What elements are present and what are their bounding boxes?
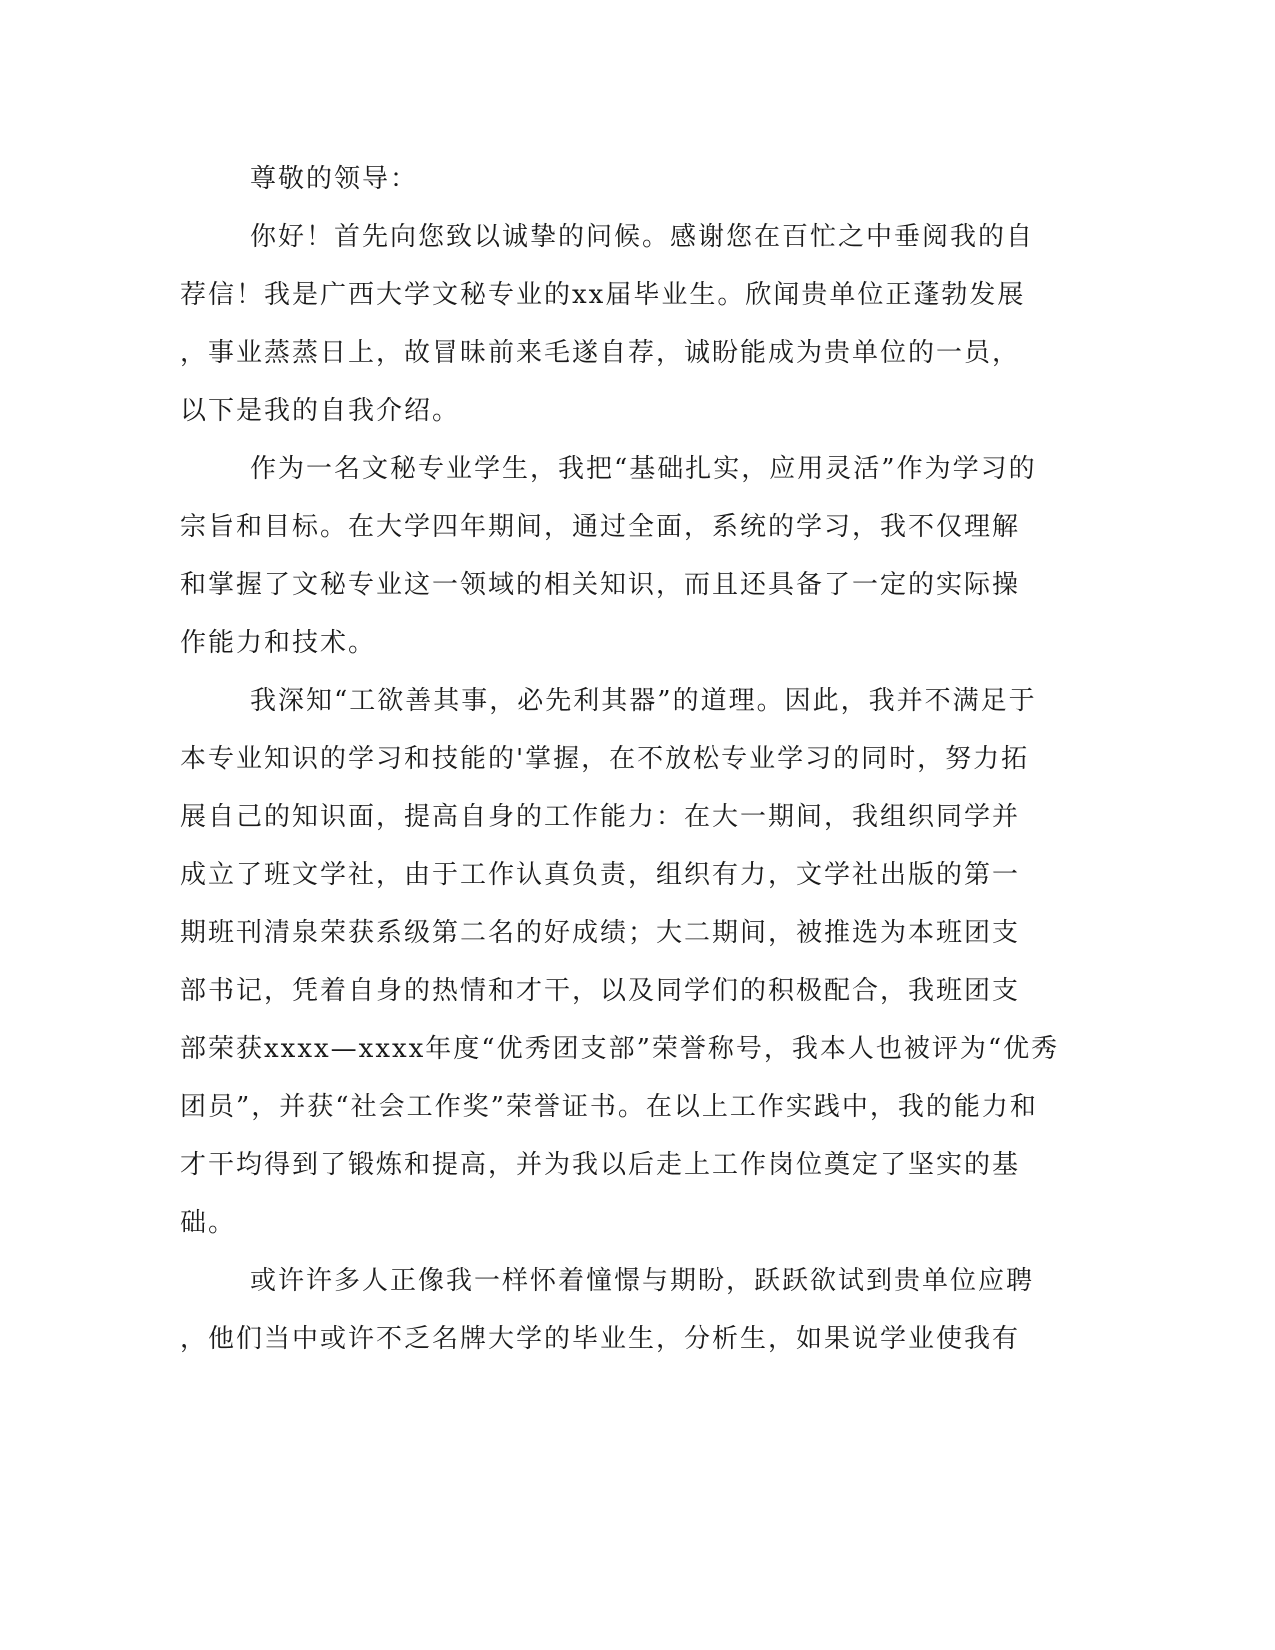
salutation: 尊敬的领导： [250,164,419,194]
paragraph-line: ，他们当中或许不乏名牌大学的毕业生，分析生，如果说学业使我有 [180,1324,1021,1354]
paragraph-line: 作为一名文秘专业学生，我把“基础扎实，应用灵活”作为学习的 [250,454,1037,484]
paragraph-line: 你好！首先向您致以诚挚的问候。感谢您在百忙之中垂阅我的自 [250,222,1035,252]
paragraph-line: 以下是我的自我介绍。 [180,396,461,426]
paragraph-line: 才干均得到了锻炼和提高，并为我以后走上工作岗位奠定了坚实的基 [180,1150,1021,1180]
paragraph-activities [180,672,1060,1252]
paragraph-line: 荐信！我是广西大学文秘专业的xx届毕业生。欣闻贵单位正蓬勃发展 [180,280,1026,310]
paragraph-line: 我深知“工欲善其事，必先利其器”的道理。因此，我并不满足于 [250,686,1037,716]
paragraph-line: 本专业知识的学习和技能的'掌握，在不放松专业学习的同时，努力拓 [180,744,1030,774]
paragraph-greeting [180,208,1035,440]
paragraph-line: 宗旨和目标。在大学四年期间，通过全面，系统的学习，我不仅理解 [180,512,1021,542]
paragraph-line: 团员”，并获“社会工作奖”荣誉证书。在以上工作实践中，我的能力和 [180,1092,1038,1122]
paragraph-line: 础。 [180,1208,237,1238]
paragraph-competition [180,1252,1035,1368]
paragraph-line: 或许许多人正像我一样怀着憧憬与期盼，跃跃欲试到贵单位应聘 [250,1266,1035,1296]
paragraph-line: 作能力和技术。 [180,628,377,658]
paragraph-line: 部书记，凭着自身的热情和才干，以及同学们的积极配合，我班团支 [180,976,1021,1006]
paragraph-line: 展自己的知识面，提高自身的工作能力：在大一期间，我组织同学并 [180,802,1021,832]
letter-body [180,150,1060,1368]
paragraph-study [180,440,1037,672]
paragraph-line: 和掌握了文秘专业这一领域的相关知识，而且还具备了一定的实际操 [180,570,1021,600]
paragraph-line: 部荣获xxxx—xxxx年度“优秀团支部”荣誉称号，我本人也被评为“优秀 [180,1034,1060,1064]
paragraph-line: ，事业蒸蒸日上，故冒昧前来毛遂自荐，诚盼能成为贵单位的一员， [180,338,1021,368]
paragraph-line: 成立了班文学社，由于工作认真负责，组织有力，文学社出版的第一 [180,860,1021,890]
paragraph-line: 期班刊清泉荣获系级第二名的好成绩；大二期间，被推选为本班团支 [180,918,1021,948]
